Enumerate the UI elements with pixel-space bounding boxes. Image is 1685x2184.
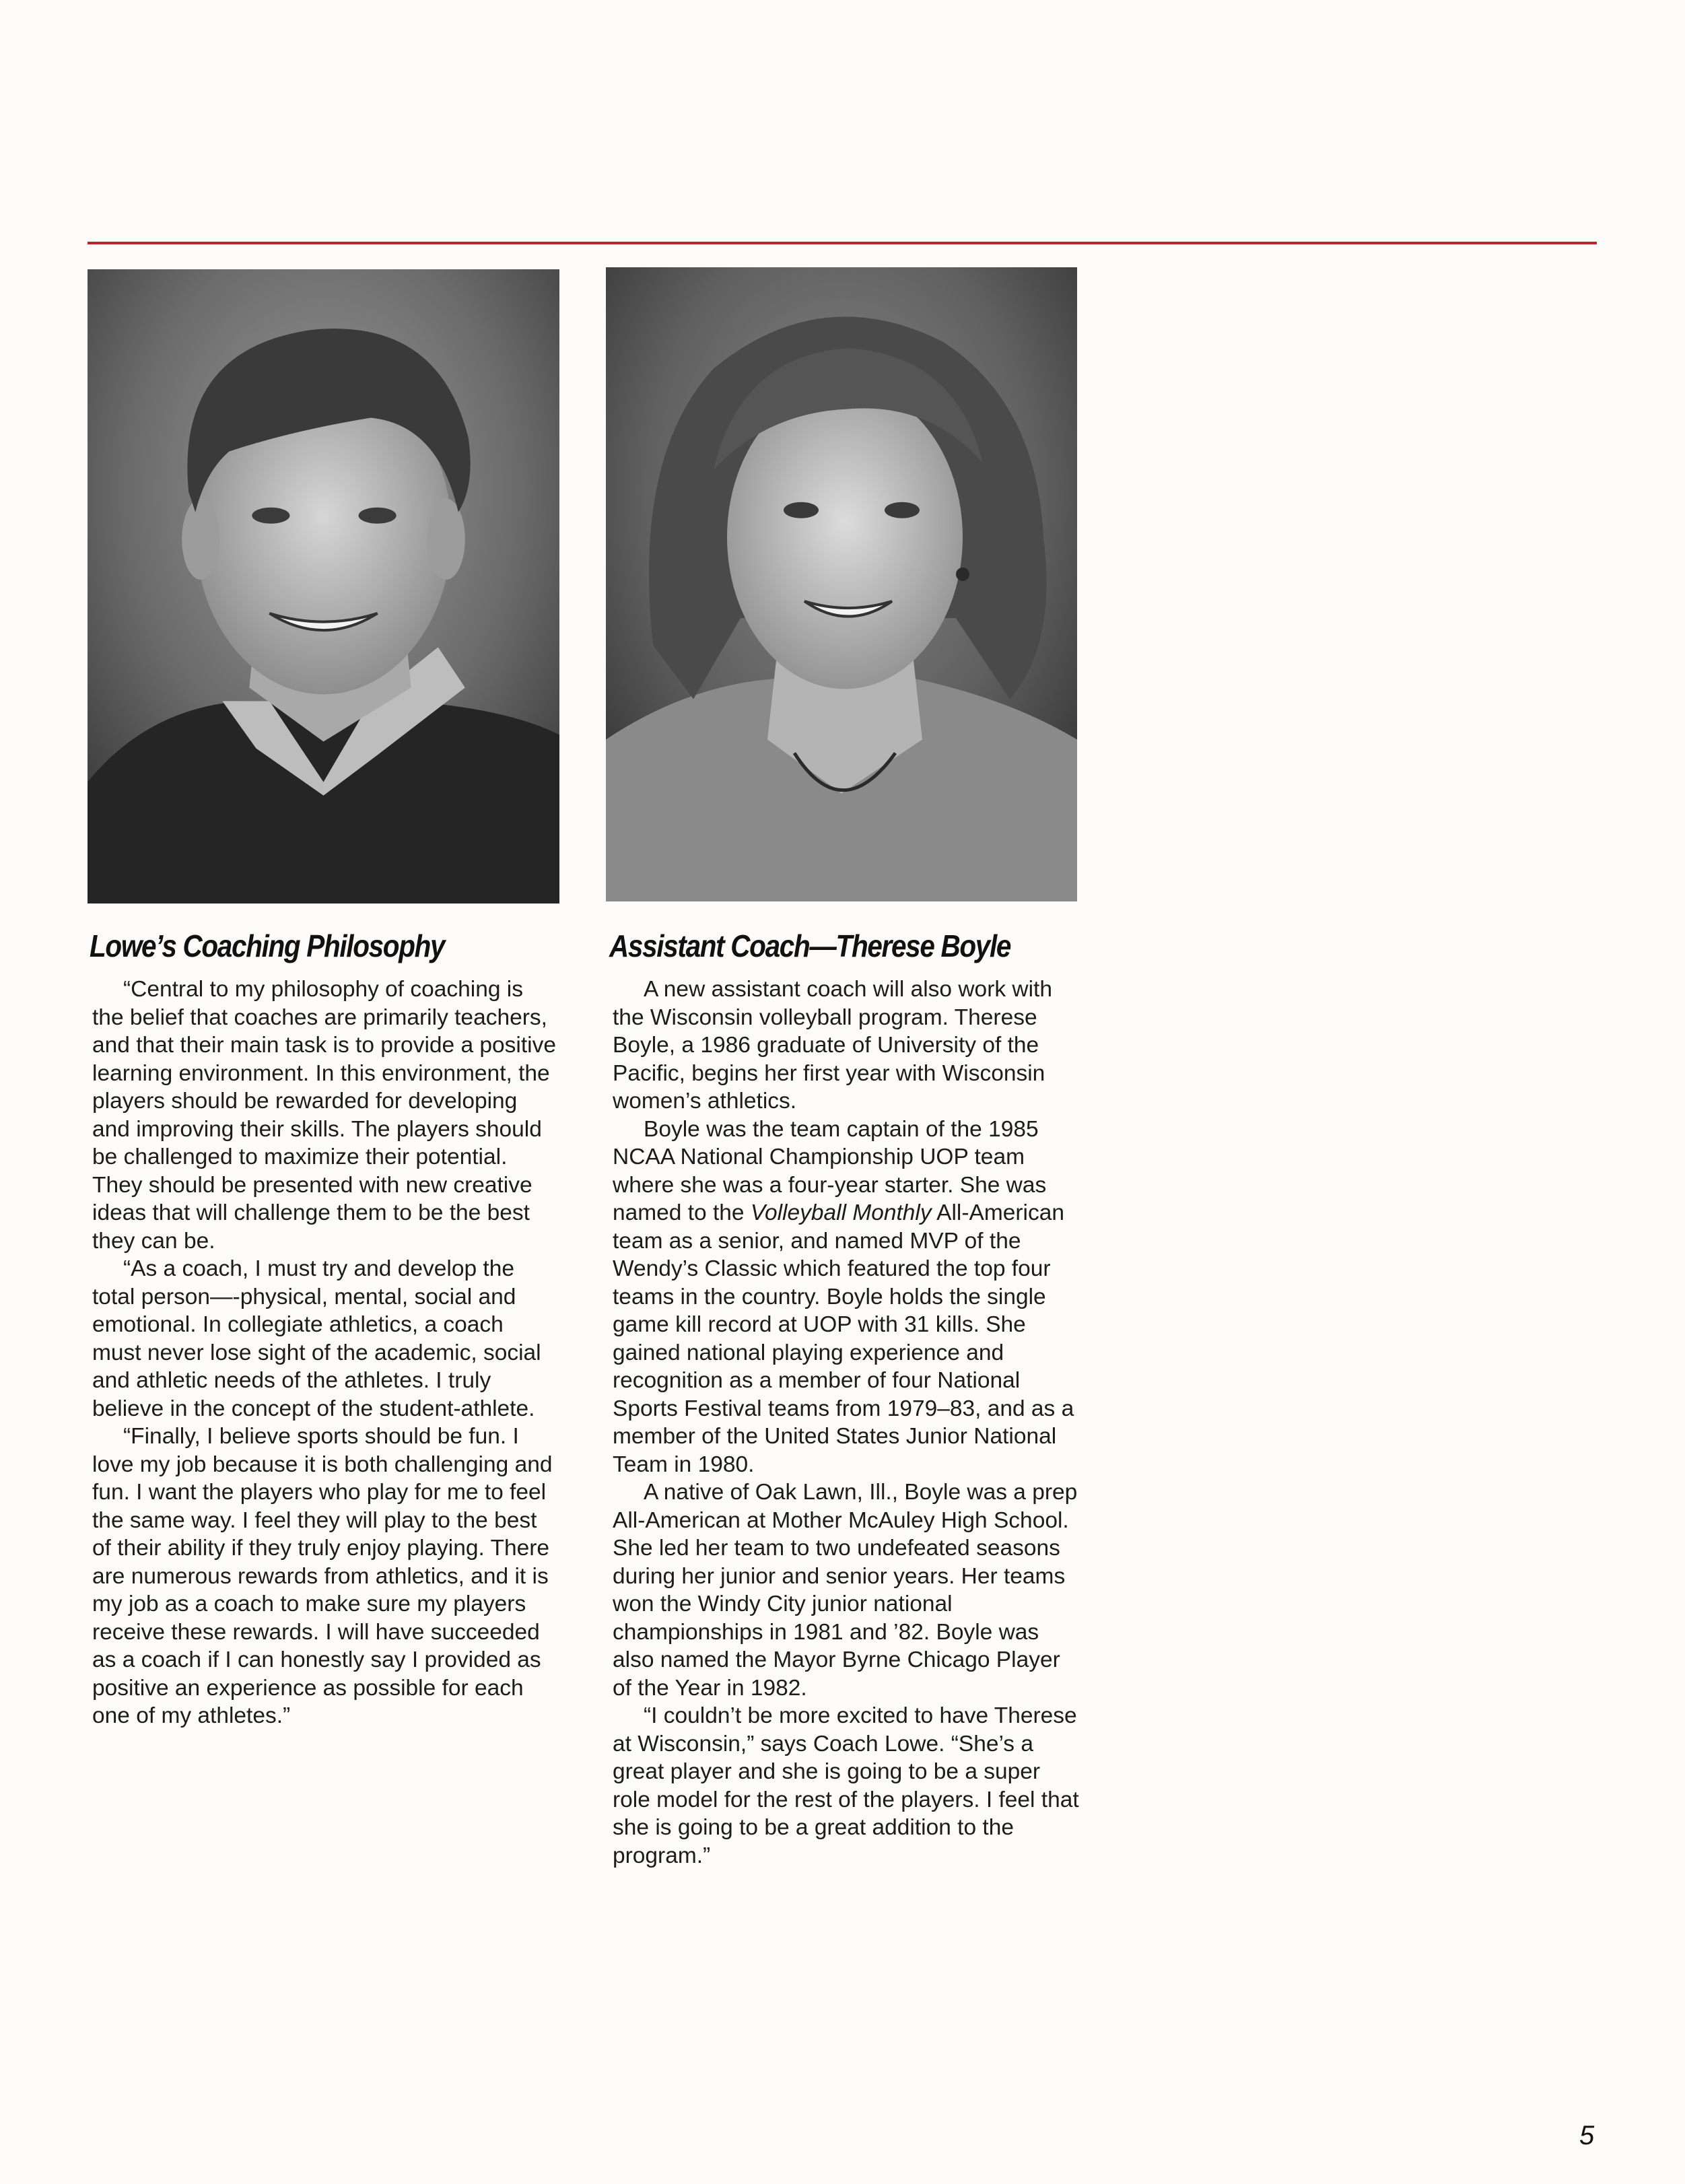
assistant-coach-text <box>613 976 1084 1870</box>
header-rule <box>88 242 1597 244</box>
coach-portrait-photo <box>88 269 559 903</box>
coaching-philosophy-text <box>92 976 557 1730</box>
therese-boyle-portrait-photo <box>606 267 1077 901</box>
philosophy-paragraph: “Central to my philosophy of coaching is the belief that coaches are primarily teachers, and that their main task is to provide a positive learning environment. In this environment, the players should be rewarded for developing and improving their skills. The players should be challenged to maximize their potential. They should be presented with new creative ideas that will challenge them to be the best they can be. <box>92 977 556 1254</box>
philosophy-paragraph: “Finally, I believe sports should be fun. I love my job because it is both challenging and fun. I want the players who play for me to feel the same way. I feel they will play to the best of their ability if they truly enjoy playing. There are numerous rewards from athletics, and it is my job as a coach to make sure my players receive these rewards. I will have succeeded as a coach if I can honestly say I provided as positive an experience as possible for each one of my athletes.” <box>92 1424 553 1728</box>
magazine-title: Volleyball Monthly <box>750 1200 932 1225</box>
boyle-paragraph <box>613 1116 1084 1479</box>
assistant-coach-heading: Assistant Coach—Therese Boyle <box>609 928 1011 963</box>
text-run: All-American team as a senior, and named MVP of the Wendy’s Classic which featured the top four teams in the country. Boyle holds the single game kill record at UOP with 31 kills. She gained national playing experience and recognition as a member of four National Sports Festival teams from 1979–83, and as a member of the United States Junior National Team in 1980. <box>613 1200 1074 1477</box>
coaching-philosophy-heading: Lowe’s Coaching Philosophy <box>90 928 445 963</box>
boyle-paragraph: A native of Oak Lawn, Ill., Boyle was a prep All-American at Mother McAuley High School. She led her team to two undefeated seasons during her junior and senior years. Her teams won the Windy City junior national championships in 1981 and ’82. Boyle was also named the Mayor Byrne Chicago Player of the Year in 1982. <box>613 1480 1078 1701</box>
boyle-paragraph: “I couldn’t be more excited to have Therese at Wisconsin,” says Coach Lowe. “She’s a great player and she is going to be a super role model for the rest of the players. I feel that she is going to be a great addition to the program.” <box>613 1703 1079 1868</box>
page-number: 5 <box>1579 2121 1595 2150</box>
boyle-paragraph: A new assistant coach will also work with the Wisconsin volleyball program. Therese Boyle, a 1986 graduate of University of the Pacific, begins her first year with Wisconsin women’s athletics. <box>613 977 1052 1114</box>
philosophy-paragraph: “As a coach, I must try and develop the total person—-physical, mental, social and emotional. In collegiate athletics, a coach must never lose sight of the academic, social and athletic needs of the athletes. I truly believe in the concept of the student-athlete. <box>92 1256 541 1421</box>
text-run: Boyle was the team captain of the 1985 NCAA National Championship UOP team where she was a four-year starter. She was named to the <box>613 1116 1047 1225</box>
